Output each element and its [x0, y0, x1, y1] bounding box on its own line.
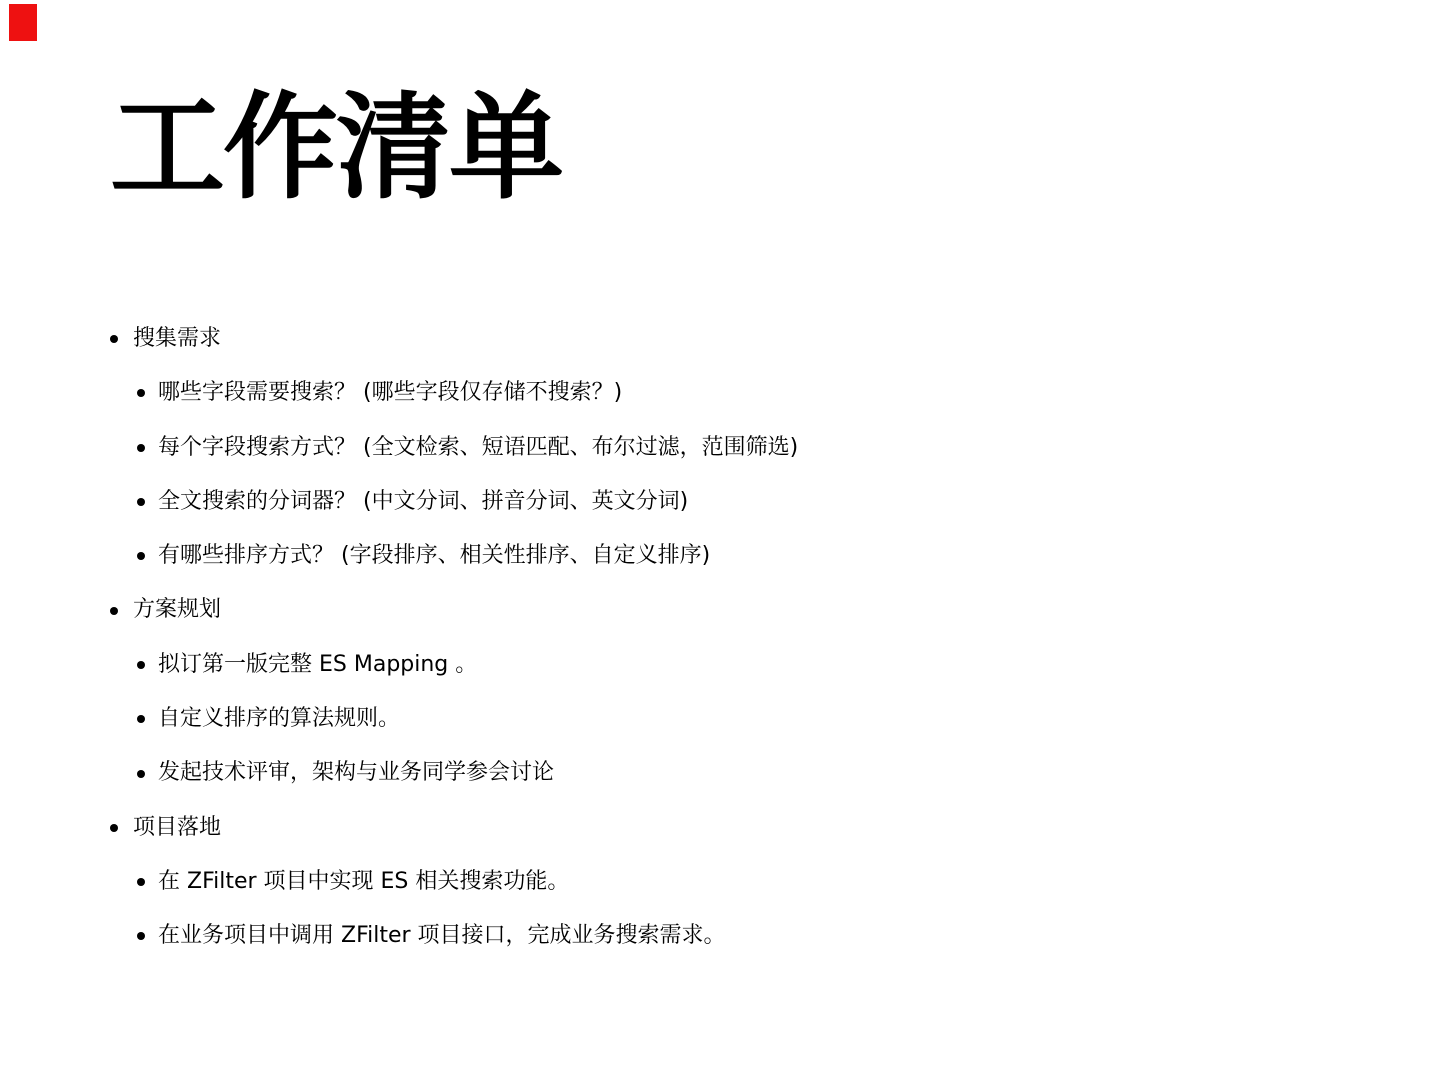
list-item-text: 在业务项目中调用 ZFilter 项目接口，完成业务搜索需求。	[158, 923, 726, 949]
bullet-icon	[137, 770, 145, 778]
list-item-text: 在 ZFilter 项目中实现 ES 相关搜索功能。	[158, 868, 570, 894]
list-item-top	[0, 801, 1440, 855]
list-item-text: 方案规划	[133, 597, 222, 623]
list-item-sub	[0, 909, 1440, 963]
list-item-text: 自定义排序的算法规则。	[158, 706, 401, 732]
page-title: 工作清单	[110, 81, 563, 215]
list-item-text: 全文搜索的分词器？ (中文分词、拼音分词、英文分词)	[158, 488, 689, 514]
list-item-text: 搜集需求	[133, 325, 222, 351]
bullet-icon	[110, 335, 118, 343]
list-item-text: 每个字段搜索方式？ (全文检索、短语匹配、布尔过滤，范围筛选)	[158, 434, 799, 460]
bullet-icon	[137, 878, 145, 886]
list-item-sub	[0, 421, 1440, 475]
red-corner-mark	[9, 4, 37, 41]
bullet-icon	[137, 389, 145, 397]
list-item-sub	[0, 366, 1440, 420]
bullet-icon	[110, 607, 118, 615]
todo-list	[0, 312, 1440, 964]
list-item-sub	[0, 692, 1440, 746]
bullet-icon	[137, 661, 145, 669]
bullet-icon	[137, 932, 145, 940]
list-item-text: 拟订第一版完整 ES Mapping 。	[158, 651, 478, 677]
list-item-sub	[0, 746, 1440, 800]
list-item-text: 发起技术评审，架构与业务同学参会讨论	[158, 760, 555, 786]
list-item-sub	[0, 475, 1440, 529]
bullet-icon	[137, 444, 145, 452]
list-item-text: 项目落地	[133, 814, 222, 840]
list-item-text: 哪些字段需要搜索？ (哪些字段仅存储不搜索？)	[158, 380, 623, 406]
bullet-icon	[137, 552, 145, 560]
list-item-text: 有哪些排序方式？ (字段排序、相关性排序、自定义排序)	[158, 543, 711, 569]
list-item-sub	[0, 855, 1440, 909]
list-item-sub	[0, 529, 1440, 583]
list-item-top	[0, 312, 1440, 366]
bullet-icon	[137, 498, 145, 506]
bullet-icon	[110, 824, 118, 832]
bullet-icon	[137, 715, 145, 723]
list-item-top	[0, 583, 1440, 637]
list-item-sub	[0, 638, 1440, 692]
